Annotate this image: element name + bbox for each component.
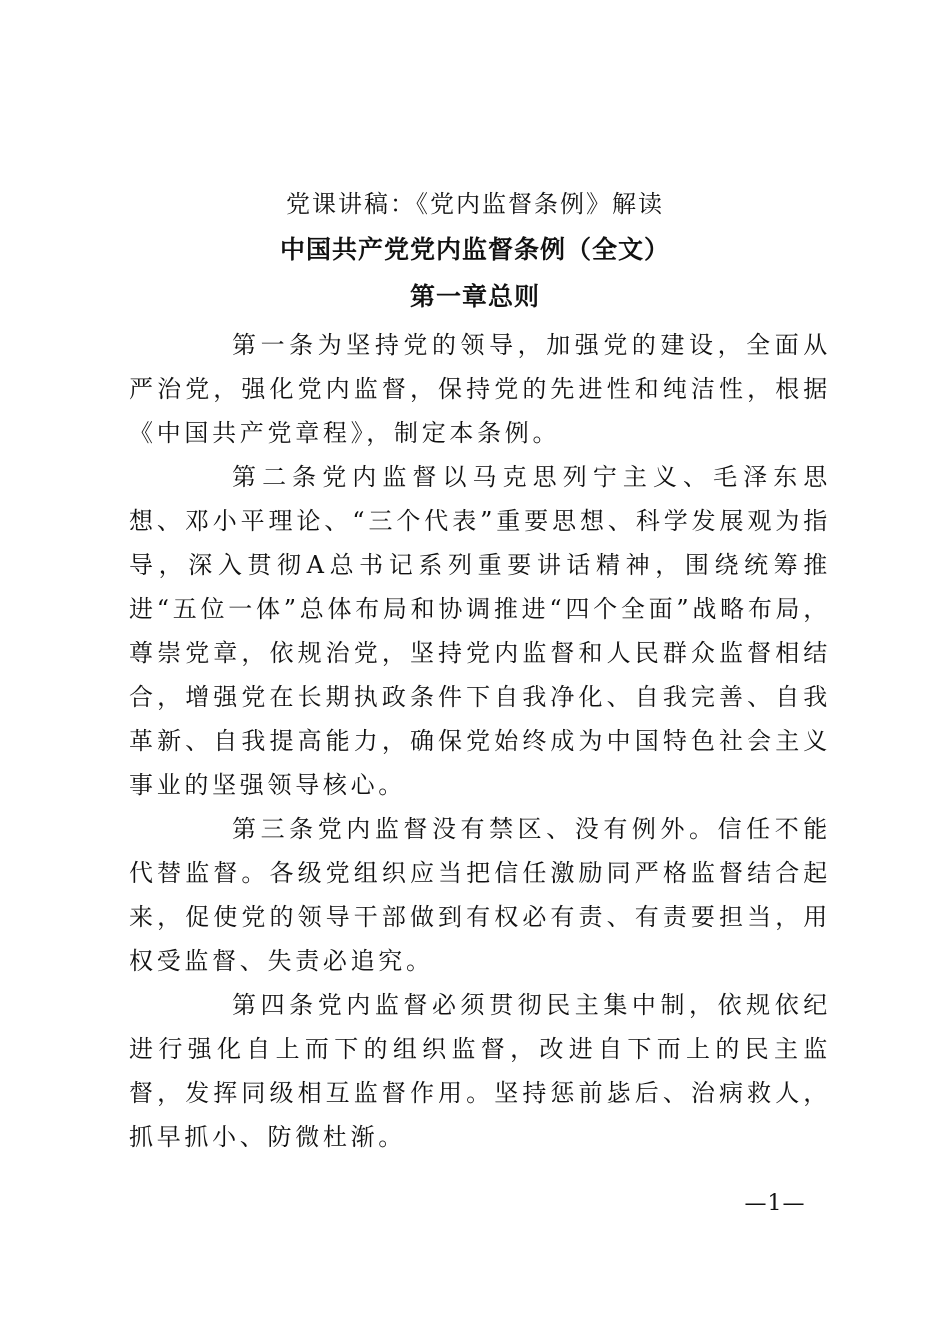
article-1: 第一条为坚持党的领导，加强党的建设，全面从严治党，强化党内监督，保持党的先进性和纯洁性，根据《中国共产党章程》，制定本条例。 [129, 331, 831, 447]
chapter-title: 第一章总则 [409, 282, 540, 311]
document-subtitle: 党课讲稿：《党内监督条例》解读 [286, 190, 664, 218]
article-3: 第三条党内监督没有禁区、没有例外。信任不能代替监督。各级党组织应当把信任激励同严格监督结合起来，促使党的领导干部做到有权必有责、有责要担当，用权受监督、失责必追究。 [129, 815, 831, 975]
document-body [129, 323, 831, 1159]
document-title: 中国共产党党内监督条例（全文） [279, 235, 670, 264]
article-2: 第二条党内监督以马克思列宁主义、毛泽东思想、邓小平理论、“三个代表”重要思想、科学发展观为指导，深入贯彻A总书记系列重要讲话精神，围绕统筹推进“五位一体”总体布局和协调推进“四个全面”战略布局，尊崇党章，依规治党，坚持党内监督和人民群众监督相结合，增强党在长期执政条件下自我净化、自我完善、自我革新、自我提高能力，确保党始终成为中国特色社会主义事业的坚强领导核心。 [129, 463, 831, 799]
article-4: 第四条党内监督必须贯彻民主集中制，依规依纪进行强化自上而下的组织监督，改进自下而上的民主监督，发挥同级相互监督作用。坚持惩前毖后、治病救人，抓早抓小、防微杜渐。 [129, 991, 831, 1151]
page-number: —1— [744, 1191, 806, 1216]
